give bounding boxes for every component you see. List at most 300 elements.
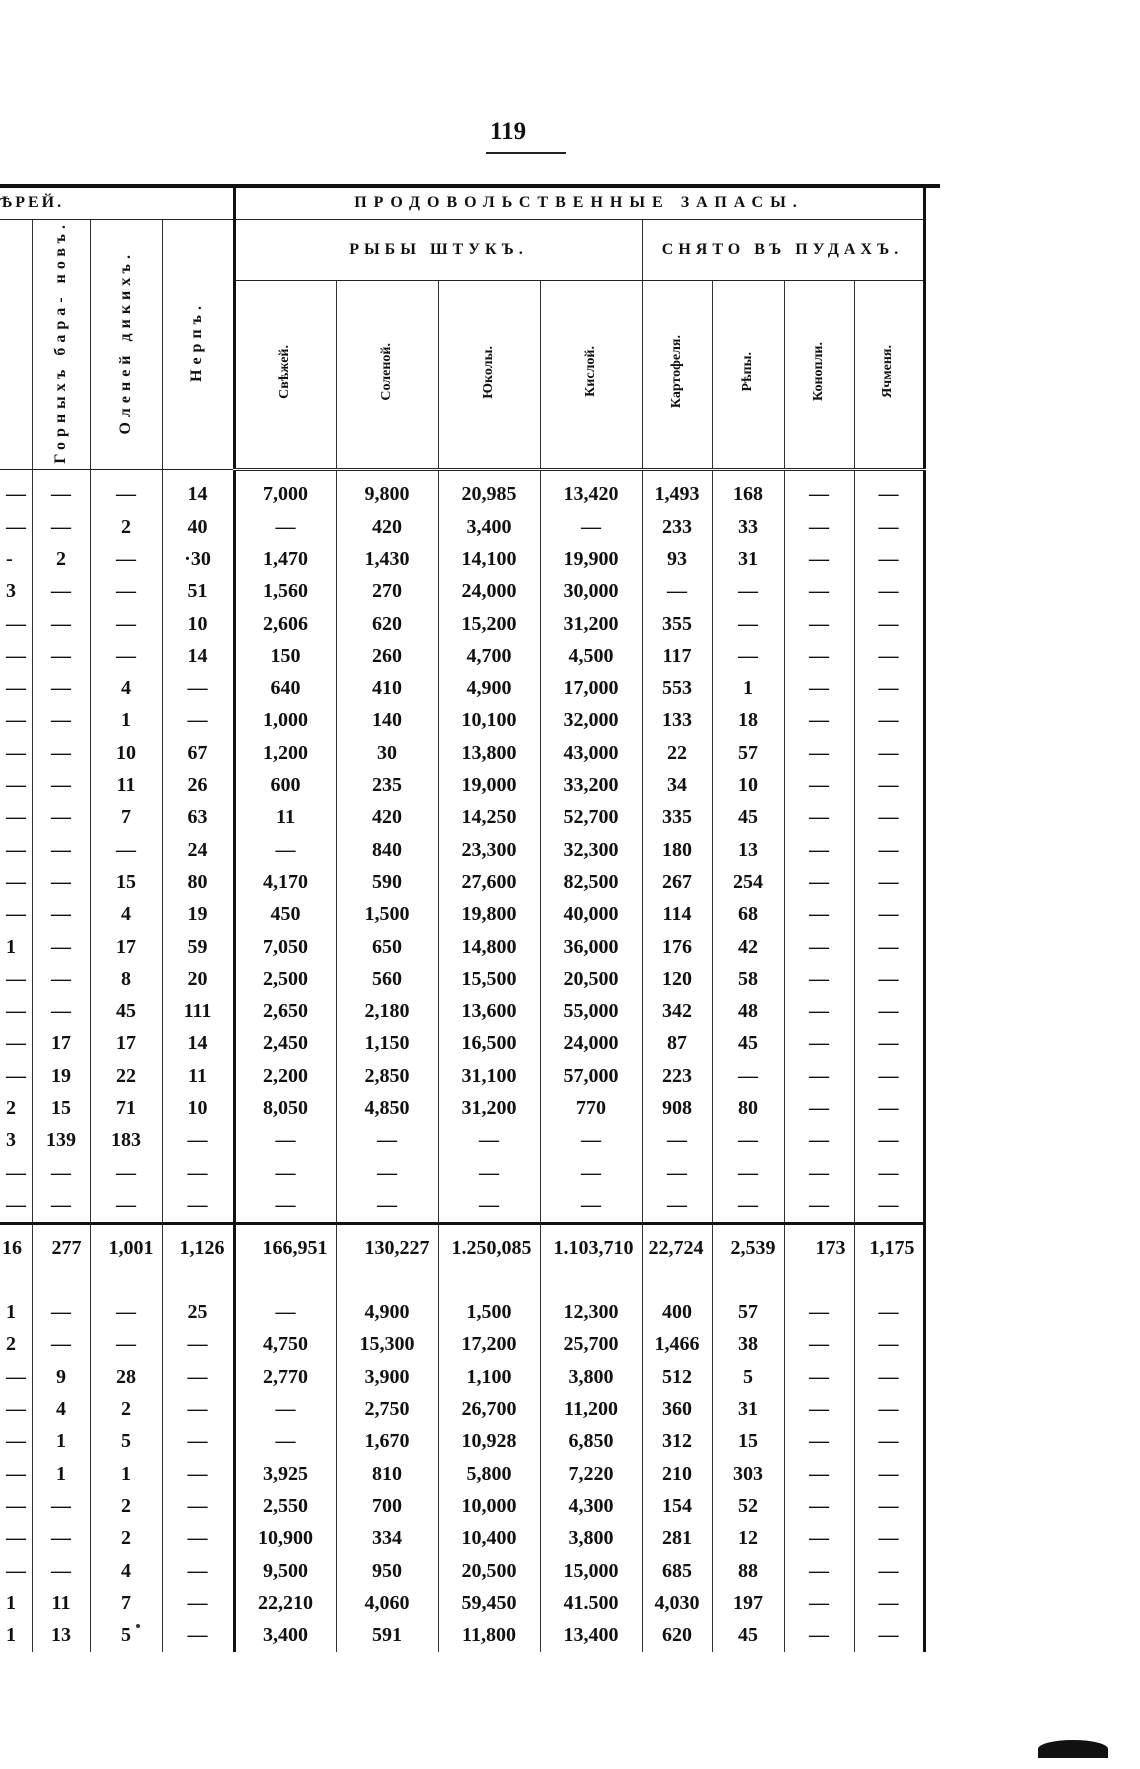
table-cell: 52,700 (540, 802, 642, 834)
table-cell: — (784, 899, 854, 931)
table-cell: — (162, 1125, 234, 1157)
page-number: 119 (490, 118, 527, 145)
table-cell: 33,200 (540, 769, 642, 801)
table-row (0, 1523, 924, 1555)
table-cell: 4,500 (540, 640, 642, 672)
table-cell: 233 (642, 511, 712, 543)
table-cell: 1 (712, 673, 784, 705)
table-cell: 12 (712, 1523, 784, 1555)
table-cell: — (854, 1490, 924, 1522)
table-cell: — (32, 737, 90, 769)
table-cell: — (6, 806, 26, 829)
table-cell: — (336, 1189, 438, 1223)
total-cell: 130,227 (336, 1223, 438, 1273)
table-cell: — (784, 931, 854, 963)
table-cell: 5 (712, 1361, 784, 1393)
table-cell: 88 (712, 1555, 784, 1587)
table-cell: 2 (90, 1523, 162, 1555)
subgroup-header-fish: РЫБЫ ШТУКЪ. (234, 220, 642, 281)
table-cell: 68 (712, 899, 784, 931)
table-row (0, 1555, 924, 1587)
table-cell: — (784, 834, 854, 866)
table-cell: 19 (32, 1060, 90, 1092)
table-cell: — (234, 511, 336, 543)
table-cell: 93 (642, 543, 712, 575)
table-cell: — (90, 576, 162, 608)
table-cell: 14,800 (438, 931, 540, 963)
table-cell: — (234, 1426, 336, 1458)
table-cell: 1,150 (336, 1028, 438, 1060)
table-cell: — (234, 1393, 336, 1425)
table-cell: 355 (642, 608, 712, 640)
table-cell: 12,300 (540, 1297, 642, 1329)
table-cell: 3,400 (234, 1620, 336, 1652)
table-cell: 168 (712, 479, 784, 511)
table-cell: — (784, 479, 854, 511)
table-cell: 10,400 (438, 1523, 540, 1555)
table-cell: 20,500 (540, 963, 642, 995)
total-cell: 277 (32, 1223, 90, 1273)
table-cell: 120 (642, 963, 712, 995)
table-cell: 11 (234, 802, 336, 834)
table-cell: — (854, 1426, 924, 1458)
table-cell: 33 (712, 511, 784, 543)
col-header-seal: Нерпъ. (162, 220, 234, 470)
table-cell: — (32, 995, 90, 1027)
table-cell: 335 (642, 802, 712, 834)
table-cell: 16,500 (438, 1028, 540, 1060)
table-cell: — (854, 899, 924, 931)
col-header-deer: Оленей дикихъ. (90, 220, 162, 470)
table-cell: — (784, 1060, 854, 1092)
table-cell: — (642, 576, 712, 608)
provisions-table (0, 187, 926, 1652)
table-cell: 15,200 (438, 608, 540, 640)
table-cell: — (6, 1559, 26, 1582)
table-cell: — (712, 576, 784, 608)
table-row (0, 769, 924, 801)
table-cell: — (162, 705, 234, 737)
table-cell: 685 (642, 1555, 712, 1587)
table-cell: — (540, 1125, 642, 1157)
table-cell: — (438, 1189, 540, 1223)
table-cell: 13,420 (540, 479, 642, 511)
table-cell: 4,170 (234, 866, 336, 898)
table-cell: 20 (162, 963, 234, 995)
table-cell: 5 (90, 1426, 162, 1458)
table-cell: — (784, 1028, 854, 1060)
table-cell: 36,000 (540, 931, 642, 963)
table-cell: 10,900 (234, 1523, 336, 1555)
table-cell: — (784, 1157, 854, 1189)
table-cell: 1,200 (234, 737, 336, 769)
table-cell: 10 (162, 1092, 234, 1124)
table-cell: — (854, 1587, 924, 1619)
table-cell: 1 (6, 1591, 16, 1614)
table-cell: — (712, 1157, 784, 1189)
table-cell: 4,900 (438, 673, 540, 705)
table-cell: 15 (32, 1092, 90, 1124)
total-cell: 166,951 (234, 1223, 336, 1273)
table-cell: — (854, 1329, 924, 1361)
table-cell: 2 (90, 1393, 162, 1425)
table-cell: — (6, 1064, 26, 1087)
table-cell: — (854, 1157, 924, 1189)
table-cell: 908 (642, 1092, 712, 1124)
total-cell: 1,126 (162, 1223, 234, 1273)
table-cell: 7 (90, 1587, 162, 1619)
table-cell: 71 (90, 1092, 162, 1124)
table-cell: 2,650 (234, 995, 336, 1027)
table-cell: — (32, 640, 90, 672)
table-cell: 11,200 (540, 1393, 642, 1425)
table-cell: — (90, 1297, 162, 1329)
table-cell: 10,100 (438, 705, 540, 737)
table-cell: 43,000 (540, 737, 642, 769)
table-cell: 24,000 (540, 1028, 642, 1060)
total-cell: 1.250,085 (438, 1223, 540, 1273)
table-cell: 25,700 (540, 1329, 642, 1361)
table-cell: — (784, 543, 854, 575)
table-row (0, 1189, 924, 1223)
table-cell: 17 (90, 931, 162, 963)
table-cell: — (6, 1430, 26, 1453)
table-row (0, 834, 924, 866)
table-cell: 2 (90, 1490, 162, 1522)
table-cell: 342 (642, 995, 712, 1027)
group-header-animals: ѢРЕЙ. (0, 187, 234, 220)
table-cell: 42 (712, 931, 784, 963)
table-cell: 9 (32, 1361, 90, 1393)
table-cell: 17 (32, 1028, 90, 1060)
table-cell: 1,670 (336, 1426, 438, 1458)
table-total-section (0, 1223, 924, 1297)
table-cell: — (784, 1297, 854, 1329)
table-cell: 8 (90, 963, 162, 995)
table-cell: 235 (336, 769, 438, 801)
table-cell: — (854, 1361, 924, 1393)
table-cell: 2,850 (336, 1060, 438, 1092)
table-cell: 7,000 (234, 479, 336, 511)
table-cell: 117 (642, 640, 712, 672)
table-cell: 4 (90, 899, 162, 931)
table-row (0, 479, 924, 511)
table-cell: 420 (336, 511, 438, 543)
table-cell: — (6, 612, 26, 635)
table-cell: 10,000 (438, 1490, 540, 1522)
table-cell: 7 (90, 802, 162, 834)
table-cell: 40,000 (540, 899, 642, 931)
table-cell: 14 (162, 479, 234, 511)
table-cell: 450 (234, 899, 336, 931)
table-cell: 1 (32, 1458, 90, 1490)
table-cell: 15 (90, 866, 162, 898)
table-cell: 3,925 (234, 1458, 336, 1490)
table-cell: — (854, 1125, 924, 1157)
table-cell: — (32, 1297, 90, 1329)
table-row (0, 1297, 924, 1329)
table-cell: — (854, 737, 924, 769)
corner-mark (1038, 1740, 1108, 1758)
table-cell: — (784, 995, 854, 1027)
table-cell: 4,700 (438, 640, 540, 672)
table-cell: 20,500 (438, 1555, 540, 1587)
table-cell: 2,500 (234, 963, 336, 995)
table-cell: — (712, 1060, 784, 1092)
table-cell: — (784, 1587, 854, 1619)
table-cell: 3,800 (540, 1361, 642, 1393)
table-cell: 1,560 (234, 576, 336, 608)
table-cell: 267 (642, 866, 712, 898)
table-cell: — (854, 511, 924, 543)
table-cell: — (854, 1458, 924, 1490)
table-cell: 15,000 (540, 1555, 642, 1587)
table-row (0, 608, 924, 640)
table-section-a (0, 469, 924, 1223)
table-cell: — (712, 1125, 784, 1157)
table-cell: 810 (336, 1458, 438, 1490)
table-cell: — (162, 1587, 234, 1619)
table-cell: — (32, 576, 90, 608)
table-cell: 700 (336, 1490, 438, 1522)
table-cell: — (162, 1523, 234, 1555)
table-cell: — (784, 1092, 854, 1124)
table-cell: — (438, 1125, 540, 1157)
table-cell: 32,300 (540, 834, 642, 866)
table-cell: 14 (162, 640, 234, 672)
table-cell: — (6, 1462, 26, 1485)
table-cell: — (6, 1494, 26, 1517)
table-cell: 4 (90, 1555, 162, 1587)
table-cell: 41.500 (540, 1587, 642, 1619)
table-cell: 80 (712, 1092, 784, 1124)
table-cell: 45 (712, 1620, 784, 1652)
table-cell: — (234, 1189, 336, 1223)
table-cell: — (6, 709, 26, 732)
table-cell: 420 (336, 802, 438, 834)
table-cell: — (32, 1555, 90, 1587)
table-cell: 620 (336, 608, 438, 640)
table-row (0, 1157, 924, 1189)
table-cell: 2,606 (234, 608, 336, 640)
table-cell: — (6, 741, 26, 764)
table-cell: — (642, 1157, 712, 1189)
table-cell: 45 (90, 995, 162, 1027)
table-cell: 150 (234, 640, 336, 672)
table-cell: — (784, 608, 854, 640)
table-row (0, 1490, 924, 1522)
table-cell: — (854, 1189, 924, 1223)
table-cell: 17,000 (540, 673, 642, 705)
table-row (0, 1426, 924, 1458)
table-cell: 19,800 (438, 899, 540, 931)
table-cell: — (712, 640, 784, 672)
table-cell: — (90, 1157, 162, 1189)
table-cell: 4,850 (336, 1092, 438, 1124)
table-row (0, 543, 924, 575)
table-cell: 560 (336, 963, 438, 995)
table-cell: 45 (712, 1028, 784, 1060)
table-cell: 8,050 (234, 1092, 336, 1124)
table-cell: 1,100 (438, 1361, 540, 1393)
table-cell: 17 (90, 1028, 162, 1060)
table-row (0, 640, 924, 672)
table-cell: 10 (90, 737, 162, 769)
table-cell: 197 (712, 1587, 784, 1619)
col-header-hemp: Конопли. (784, 281, 854, 470)
table-cell: — (6, 903, 26, 926)
table-cell: — (784, 576, 854, 608)
table-cell: 260 (336, 640, 438, 672)
table-row (0, 1393, 924, 1425)
total-row (0, 1223, 924, 1273)
table-row (0, 1329, 924, 1361)
table-cell: — (90, 1189, 162, 1223)
table-cell: 1 (6, 1624, 16, 1647)
table-cell: 3 (6, 580, 16, 603)
table-cell: — (32, 866, 90, 898)
table-cell: 19,000 (438, 769, 540, 801)
table-cell: — (784, 737, 854, 769)
table-cell: 59,450 (438, 1587, 540, 1619)
table-cell: 1,430 (336, 543, 438, 575)
table-cell: 553 (642, 673, 712, 705)
table-cell: — (162, 1490, 234, 1522)
table-cell: 10,928 (438, 1426, 540, 1458)
table-cell: — (854, 640, 924, 672)
table-cell: 312 (642, 1426, 712, 1458)
table-cell: 114 (642, 899, 712, 931)
table-cell: — (32, 479, 90, 511)
table-cell: — (6, 515, 26, 538)
table-cell: — (854, 931, 924, 963)
table-cell: 4,300 (540, 1490, 642, 1522)
table-cell: 512 (642, 1361, 712, 1393)
table-row (0, 995, 924, 1027)
table-cell: — (32, 769, 90, 801)
table-cell: 9,500 (234, 1555, 336, 1587)
table-cell: 27,600 (438, 866, 540, 898)
table-cell: 13 (712, 834, 784, 866)
col-header-turnip: Рѣпы. (712, 281, 784, 470)
table-cell: 32,000 (540, 705, 642, 737)
table-cell: — (712, 1189, 784, 1223)
table-cell: — (6, 1032, 26, 1055)
table-row (0, 963, 924, 995)
table-cell: 360 (642, 1393, 712, 1425)
table-cell: 2 (32, 543, 90, 575)
table-cell: — (784, 769, 854, 801)
table-cell: 57 (712, 1297, 784, 1329)
table-cell: — (162, 1458, 234, 1490)
table-cell: — (162, 1426, 234, 1458)
table-cell: 3,800 (540, 1523, 642, 1555)
table-cell: — (32, 802, 90, 834)
table-cell: 48 (712, 995, 784, 1027)
table-row (0, 576, 924, 608)
table-row (0, 511, 924, 543)
table-cell: 38 (712, 1329, 784, 1361)
table-cell: — (90, 479, 162, 511)
table-cell: 180 (642, 834, 712, 866)
table-cell: 11,800 (438, 1620, 540, 1652)
table-cell: — (784, 511, 854, 543)
table-cell: 133 (642, 705, 712, 737)
total-cell: 1,001 (90, 1223, 162, 1273)
table-cell: 5 (90, 1620, 162, 1652)
table-cell: — (854, 1297, 924, 1329)
table-row (0, 802, 924, 834)
group-header-provisions: ПРОДОВОЛЬСТВЕННЫЕ ЗАПАСЫ. (234, 187, 924, 220)
table-cell: — (162, 1555, 234, 1587)
table-cell: 26,700 (438, 1393, 540, 1425)
table-cell: 3,900 (336, 1361, 438, 1393)
table-cell: 59 (162, 931, 234, 963)
table-cell: 1,500 (336, 899, 438, 931)
table-cell: 2,200 (234, 1060, 336, 1092)
table-row (0, 1060, 924, 1092)
table-cell: 57 (712, 737, 784, 769)
col-header-potato: Картофеля. (642, 281, 712, 470)
table-cell: 11 (32, 1587, 90, 1619)
table-row (0, 673, 924, 705)
table-cell: — (32, 1490, 90, 1522)
table-section-b (0, 1297, 924, 1652)
spacer-row (0, 469, 924, 479)
table-cell: — (854, 705, 924, 737)
table-cell: — (90, 1329, 162, 1361)
table-cell: 1 (6, 935, 16, 958)
table-cell: 22 (90, 1060, 162, 1092)
table-cell: — (642, 1125, 712, 1157)
table-cell: 30 (336, 737, 438, 769)
table-cell: — (540, 1189, 642, 1223)
table-cell: — (6, 1161, 26, 1184)
table-cell: 40 (162, 511, 234, 543)
table-cell: — (6, 677, 26, 700)
table-cell: 650 (336, 931, 438, 963)
table-row (0, 899, 924, 931)
table-cell: — (234, 1297, 336, 1329)
table-cell: - (6, 547, 13, 570)
table-cell: 17,200 (438, 1329, 540, 1361)
table-cell: — (540, 1157, 642, 1189)
table-cell: 10 (162, 608, 234, 640)
table-cell: 22,210 (234, 1587, 336, 1619)
table-cell: 24,000 (438, 576, 540, 608)
table-cell: — (784, 1329, 854, 1361)
table-cell: — (784, 1361, 854, 1393)
table-cell: — (784, 1555, 854, 1587)
table-cell: — (162, 1361, 234, 1393)
table-cell: — (32, 963, 90, 995)
table-cell: 31 (712, 543, 784, 575)
table-cell: 14,100 (438, 543, 540, 575)
table-cell: — (336, 1157, 438, 1189)
table-cell: — (784, 640, 854, 672)
table-cell: 6,850 (540, 1426, 642, 1458)
table-cell: 31,200 (540, 608, 642, 640)
table-cell: 140 (336, 705, 438, 737)
table-cell: — (32, 1523, 90, 1555)
table-cell: — (162, 1329, 234, 1361)
table-cell: — (234, 1125, 336, 1157)
table-cell: 87 (642, 1028, 712, 1060)
table-cell: 30,000 (540, 576, 642, 608)
table-cell: 840 (336, 834, 438, 866)
table-cell: 67 (162, 737, 234, 769)
table-cell: 15,500 (438, 963, 540, 995)
